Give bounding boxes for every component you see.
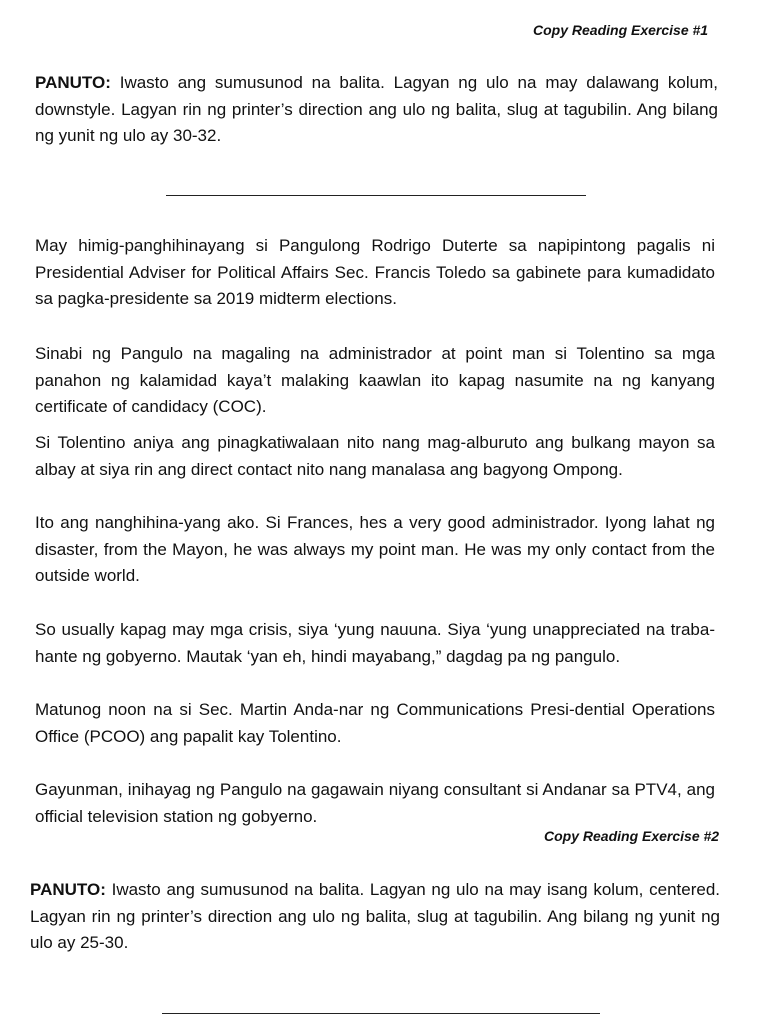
news-paragraph-3: Si Tolentino aniya ang pinagkatiwalaan nito nang mag-alburuto ang bulkang mayon sa albay at siya rin ang direct contact nito nang manalasa ang bagyong Ompong. (35, 433, 715, 479)
exercise-2-instructions (30, 877, 720, 957)
exercise-1-instructions (35, 70, 718, 150)
exercise-1-instruction-label: PANUTO: (35, 73, 111, 92)
news-paragraph-2: Sinabi ng Pangulo na magaling na administrador at point man si Tolentino sa mga panahon ng kalamidad kaya’t malaking kaawlan ito kapag nasumite na ng kanyang certificate of candidacy (COC). (35, 344, 715, 416)
exercise-1-title: Copy Reading Exercise #1 (533, 22, 709, 38)
exercise-2-divider-line (162, 1013, 600, 1014)
news-paragraph-5: So usually kapag may mga crisis, siya ‘yung nauuna. Siya ‘yung unappreciated na traba-hante ng gobyerno. Mautak ‘yan eh, hindi mayabang,” dagdag pa ng pangulo. (35, 620, 715, 666)
news-paragraph-7: Gayunman, inihayag ng Pangulo na gagawain niyang consultant si Andanar sa PTV4, ang official television station ng gobyerno. (35, 780, 715, 826)
exercise-2-instruction-text: Iwasto ang sumusunod na balita. Lagyan ng ulo na may isang kolum, centered. Lagyan rin ng printer’s direction ang ulo ng balita, slug at tagubilin. Ang bilang ng yunit ng ulo ay 25-30. (30, 880, 720, 952)
exercise-2-instruction-label: PANUTO: (30, 880, 106, 899)
exercise-1-instruction-text: Iwasto ang sumusunod na balita. Lagyan ng ulo na may dalawang kolum, downstyle. Lagyan rin ng printer’s direction ang ulo ng balita, slug at tagubilin. Ang bilang ng yunit ng ulo ay 30-32. (35, 73, 718, 145)
news-paragraph-4: Ito ang nanghihina-yang ako. Si Frances, hes a very good administrador. Iyong lahat ng disaster, from the Mayon, he was always my point man. He was my only contact from the outside world. (35, 513, 715, 585)
exercise-2-title: Copy Reading Exercise #2 (544, 828, 720, 844)
exercise-1-divider-line (166, 195, 586, 196)
news-paragraph-1: May himig-panghihinayang si Pangulong Rodrigo Duterte sa napipintong pagalis ni Presidential Adviser for Political Affairs Sec. Francis Toledo sa gabinete para kumadidato sa pagka-presidente sa 2019 midterm elections. (35, 236, 715, 308)
news-paragraph-6: Matunog noon na si Sec. Martin Anda-nar ng Communications Presi-dential Operations Office (PCOO) ang papalit kay Tolentino. (35, 700, 715, 746)
